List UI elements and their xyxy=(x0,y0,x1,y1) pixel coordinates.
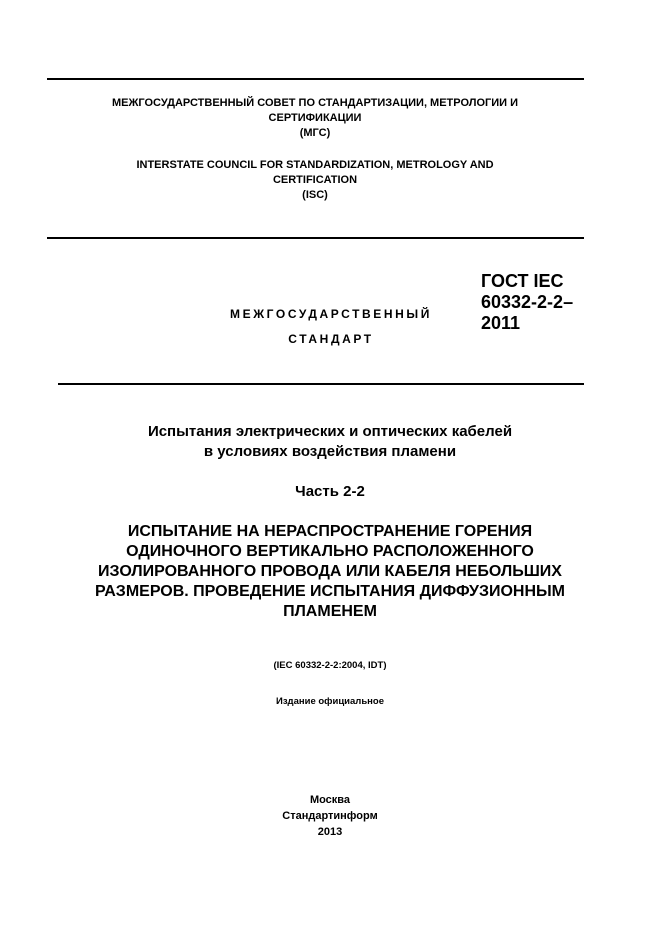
designation-year: 2011 xyxy=(481,313,521,333)
title-line: Испытания электрических и оптических кабелей xyxy=(147,423,513,440)
title-line: в условиях воздействия пламени xyxy=(203,443,457,460)
council-name-english xyxy=(55,158,575,203)
council-en-abbreviation: (ISC) xyxy=(302,189,328,201)
test-title-line: ОДИНОЧНОГО ВЕРТИКАЛЬНО РАСПОЛОЖЕННОГО xyxy=(126,543,534,560)
publisher-city: Москва xyxy=(309,794,351,806)
publisher-block xyxy=(60,792,600,840)
standard-type-line: СТАНДАРТ xyxy=(288,332,374,346)
document-title xyxy=(60,422,600,462)
council-ru-line: МЕЖГОСУДАРСТВЕННЫЙ СОВЕТ ПО СТАНДАРТИЗАЦИИ, МЕТРОЛОГИИ И xyxy=(111,97,519,109)
top-divider xyxy=(47,78,584,80)
test-title-line: ПЛАМЕНЕМ xyxy=(283,603,377,620)
standard-type-line: МЕЖГОСУДАРСТВЕННЫЙ xyxy=(230,307,432,321)
publication-year: 2013 xyxy=(317,826,343,838)
middle-divider xyxy=(47,237,584,239)
council-ru-abbreviation: (МГС) xyxy=(299,127,331,139)
test-title-line: ИСПЫТАНИЕ НА НЕРАСПРОСТРАНЕНИЕ ГОРЕНИЯ xyxy=(127,523,533,540)
lower-divider xyxy=(58,383,584,385)
council-en-line: CERTIFICATION xyxy=(272,174,358,186)
edition-note: Издание официальное xyxy=(276,696,384,707)
standard-designation xyxy=(481,271,591,334)
iec-reference: (IEC 60332-2-2:2004, IDT) xyxy=(273,660,387,671)
test-title-line: ИЗОЛИРОВАННОГО ПРОВОДА ИЛИ КАБЕЛЯ НЕБОЛЬШИХ xyxy=(98,563,562,580)
council-ru-line: СЕРТИФИКАЦИИ xyxy=(268,112,362,124)
test-title xyxy=(30,522,630,622)
part-number: Часть 2-2 xyxy=(295,483,365,500)
designation-line: ГОСТ IEC xyxy=(481,271,564,291)
standard-type-label xyxy=(200,302,462,352)
test-title-line: РАЗМЕРОВ. ПРОВЕДЕНИЕ ИСПЫТАНИЯ ДИФФУЗИОННЫМ xyxy=(94,583,566,600)
publisher-name: Стандартинформ xyxy=(282,810,378,822)
council-en-line: INTERSTATE COUNCIL FOR STANDARDIZATION, METROLOGY AND xyxy=(136,159,494,171)
designation-line: 60332-2-2– xyxy=(481,292,574,312)
council-name-russian xyxy=(55,96,575,141)
